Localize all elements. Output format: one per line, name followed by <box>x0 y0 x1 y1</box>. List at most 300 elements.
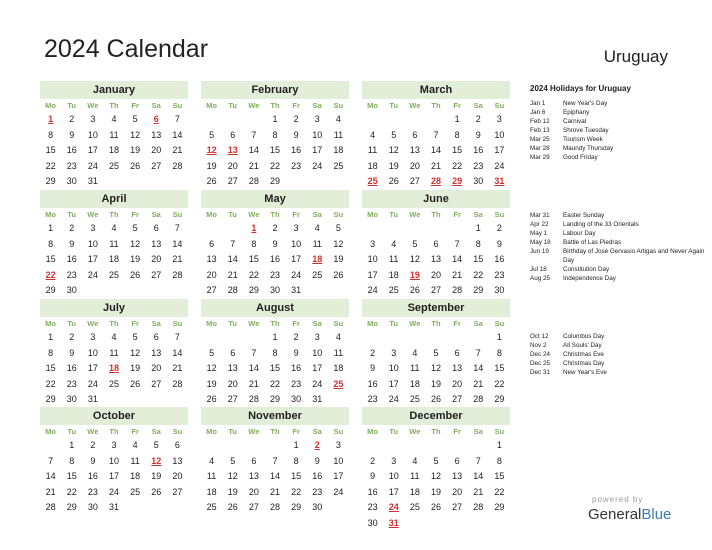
empty-day-cell <box>468 438 489 454</box>
holiday-day-cell: 18 <box>108 363 119 373</box>
day-cell: 6 <box>153 223 159 233</box>
day-cell: 1 <box>496 440 502 450</box>
day-cell: 29 <box>66 502 77 512</box>
day-cell: 23 <box>66 160 77 171</box>
empty-day-cell <box>243 438 264 454</box>
day-cell: 15 <box>45 254 56 264</box>
holiday-row <box>530 350 705 359</box>
day-cell: 14 <box>227 254 238 264</box>
day-cell: 13 <box>452 471 463 481</box>
weekday-label: We <box>87 210 99 219</box>
day-cell: 5 <box>335 223 341 233</box>
day-cell: 20 <box>452 378 463 389</box>
day-cell: 20 <box>206 269 217 280</box>
day-grid <box>40 438 188 516</box>
month-title: February <box>201 81 349 99</box>
weekday-label: Fr <box>453 101 461 110</box>
day-cell: 9 <box>293 129 299 140</box>
holiday-day-cell: 31 <box>494 176 505 186</box>
day-cell: 9 <box>370 363 376 373</box>
weekday-label: Sa <box>151 101 161 110</box>
day-cell: 4 <box>111 223 117 233</box>
weekday-label: Fr <box>292 210 300 219</box>
day-cell: 28 <box>172 160 183 171</box>
day-cell: 20 <box>409 160 420 171</box>
holiday-row <box>530 265 705 274</box>
weekday-label: Th <box>431 210 441 219</box>
day-cell: 17 <box>333 471 344 481</box>
empty-day-cell <box>468 330 489 346</box>
day-cell: 2 <box>272 223 278 233</box>
empty-day-cell <box>425 330 446 346</box>
brand-blue: Blue <box>641 506 672 523</box>
day-cell: 4 <box>370 129 376 140</box>
day-cell: 7 <box>48 455 54 466</box>
empty-day-cell <box>425 112 446 128</box>
day-cell: 12 <box>130 129 141 140</box>
weekday-label: Mo <box>206 101 217 110</box>
day-cell: 11 <box>130 455 140 466</box>
day-cell: 17 <box>388 486 399 497</box>
holiday-date: Mar 25 <box>530 136 550 143</box>
empty-day-cell <box>222 221 243 237</box>
day-cell: 22 <box>269 378 280 389</box>
month-august <box>201 299 349 408</box>
day-cell: 20 <box>452 486 463 497</box>
weekday-label: Fr <box>131 210 139 219</box>
day-cell: 5 <box>153 440 159 450</box>
weekday-label: Sa <box>312 101 322 110</box>
day-cell: 30 <box>87 502 98 512</box>
weekday-label: We <box>248 319 260 328</box>
day-cell: 30 <box>66 176 77 186</box>
day-cell: 20 <box>151 363 162 373</box>
day-cell: 21 <box>172 145 183 155</box>
day-cell: 6 <box>454 347 460 358</box>
weekday-header <box>201 209 349 221</box>
day-cell: 10 <box>388 471 399 481</box>
holiday-date: Oct 12 <box>530 333 549 340</box>
holiday-name: Shrove Tuesday <box>563 127 609 134</box>
day-cell: 24 <box>312 378 323 389</box>
weekday-label: Su <box>172 319 183 328</box>
day-cell: 18 <box>108 145 119 155</box>
day-cell: 17 <box>87 254 98 264</box>
day-cell: 29 <box>269 394 280 404</box>
day-cell: 9 <box>69 129 75 140</box>
day-cell: 19 <box>430 378 441 389</box>
day-cell: 28 <box>269 502 280 512</box>
weekday-label: We <box>248 101 260 110</box>
day-cell: 6 <box>454 455 460 466</box>
weekday-label: Fr <box>131 427 139 436</box>
day-cell: 22 <box>248 269 259 280</box>
day-cell: 18 <box>333 363 344 373</box>
weekday-label: Fr <box>453 210 461 219</box>
day-cell: 10 <box>333 455 344 466</box>
day-cell: 8 <box>251 238 257 249</box>
month-november <box>201 407 349 516</box>
weekday-label: Mo <box>367 210 378 219</box>
day-cell: 20 <box>227 378 238 389</box>
day-cell: 14 <box>248 363 259 373</box>
day-cell: 25 <box>409 394 420 404</box>
day-cell: 19 <box>388 160 399 171</box>
day-cell: 12 <box>206 363 217 373</box>
holiday-day-cell: 25 <box>367 176 378 186</box>
weekday-label: Mo <box>367 101 378 110</box>
day-cell: 20 <box>151 145 162 155</box>
day-cell: 26 <box>333 269 344 280</box>
day-cell: 20 <box>151 254 162 264</box>
day-cell: 19 <box>151 471 162 481</box>
day-cell: 4 <box>132 440 138 450</box>
day-cell: 16 <box>312 471 323 481</box>
day-cell: 8 <box>454 129 460 140</box>
weekday-label: Fr <box>453 319 461 328</box>
day-cell: 14 <box>473 363 484 373</box>
weekday-label: Tu <box>67 427 77 436</box>
empty-day-cell <box>425 221 446 237</box>
day-cell: 10 <box>494 129 505 140</box>
day-cell: 13 <box>151 238 162 249</box>
day-cell: 27 <box>452 394 463 404</box>
day-cell: 7 <box>174 223 180 233</box>
holiday-date: Apr 22 <box>530 221 549 228</box>
day-cell: 5 <box>209 347 215 358</box>
weekday-label: We <box>409 427 421 436</box>
day-cell: 8 <box>272 129 278 140</box>
weekday-label: Tu <box>228 210 238 219</box>
weekday-label: Mo <box>206 427 217 436</box>
day-cell: 12 <box>388 145 399 155</box>
holiday-date: Jul 18 <box>530 266 547 273</box>
weekday-label: Tu <box>389 101 399 110</box>
holiday-row <box>530 238 705 247</box>
holiday-day-cell: 12 <box>206 145 217 155</box>
day-cell: 19 <box>130 363 141 373</box>
day-cell: 17 <box>312 363 323 373</box>
weekday-label: Su <box>333 427 344 436</box>
holiday-name: Maundy Thursday <box>563 145 614 152</box>
weekday-label: We <box>87 427 99 436</box>
day-cell: 7 <box>251 347 257 358</box>
month-title: May <box>201 190 349 208</box>
day-cell: 2 <box>370 455 376 466</box>
weekday-label: Sa <box>473 427 483 436</box>
day-cell: 13 <box>151 347 162 358</box>
day-cell: 16 <box>367 378 378 389</box>
day-cell: 28 <box>227 285 238 295</box>
day-cell: 13 <box>151 129 162 140</box>
day-cell: 17 <box>291 254 302 264</box>
day-cell: 17 <box>87 145 98 155</box>
day-cell: 2 <box>69 114 75 124</box>
day-cell: 10 <box>87 347 98 358</box>
holiday-date: May 1 <box>530 230 548 237</box>
day-cell: 21 <box>248 378 259 389</box>
weekday-label: We <box>248 427 260 436</box>
weekday-label: Tu <box>228 319 238 328</box>
day-cell: 9 <box>496 238 502 249</box>
day-cell: 25 <box>108 160 119 171</box>
day-cell: 29 <box>291 502 302 512</box>
day-grid <box>201 221 349 299</box>
day-cell: 8 <box>69 455 75 466</box>
weekday-label: Su <box>333 319 344 328</box>
day-cell: 28 <box>45 502 56 512</box>
weekday-label: Th <box>270 319 280 328</box>
day-cell: 6 <box>433 238 439 249</box>
day-cell: 27 <box>151 269 162 280</box>
weekday-label: Fr <box>292 427 300 436</box>
day-cell: 1 <box>454 114 460 124</box>
day-cell: 26 <box>206 176 217 186</box>
day-cell: 14 <box>430 145 441 155</box>
day-cell: 2 <box>90 440 96 450</box>
day-cell: 2 <box>496 223 502 233</box>
weekday-label: Fr <box>131 319 139 328</box>
day-cell: 11 <box>333 129 344 140</box>
weekday-label: Su <box>172 427 183 436</box>
day-cell: 7 <box>272 455 278 466</box>
empty-day-cell <box>447 221 468 237</box>
empty-day-cell <box>362 112 383 128</box>
holiday-name: Independence Day <box>563 275 616 282</box>
weekday-label: Th <box>431 319 441 328</box>
day-cell: 18 <box>333 145 344 155</box>
holiday-name: Tourism Week <box>563 136 603 143</box>
day-cell: 29 <box>494 394 505 404</box>
weekday-label: Fr <box>131 101 139 110</box>
month-february <box>201 81 349 190</box>
holiday-day-cell: 29 <box>452 176 463 186</box>
day-cell: 26 <box>430 502 441 512</box>
day-cell: 16 <box>494 254 505 264</box>
holiday-row <box>530 274 705 283</box>
day-cell: 8 <box>293 455 299 466</box>
country-name: Uruguay <box>603 47 668 66</box>
day-cell: 26 <box>430 394 441 404</box>
day-cell: 3 <box>391 455 397 466</box>
day-cell: 24 <box>333 486 344 497</box>
weekday-label: Mo <box>367 319 378 328</box>
day-cell: 9 <box>475 129 481 140</box>
weekday-label: Th <box>109 101 119 110</box>
holiday-date: Dec 24 <box>530 351 550 358</box>
day-cell: 30 <box>66 394 77 404</box>
holiday-row <box>530 341 705 350</box>
weekday-label: We <box>248 210 260 219</box>
weekday-label: Th <box>109 210 119 219</box>
weekday-label: Tu <box>67 210 77 219</box>
day-cell: 14 <box>172 238 183 249</box>
holiday-name: Birthday of José Gervasio Artigas and Never Again Day <box>563 248 705 264</box>
weekday-label: Sa <box>151 319 161 328</box>
holiday-name: All Souls' Day <box>563 342 602 349</box>
day-cell: 8 <box>48 238 54 249</box>
day-cell: 23 <box>367 502 378 512</box>
holiday-row <box>530 359 705 368</box>
empty-day-cell <box>362 221 383 237</box>
weekday-label: Su <box>494 210 505 219</box>
weekday-label: Su <box>494 427 505 436</box>
holiday-name: Carnival <box>563 118 587 125</box>
empty-day-cell <box>201 221 222 237</box>
holiday-day-cell: 31 <box>388 517 399 528</box>
day-cell: 17 <box>388 378 399 389</box>
day-cell: 6 <box>251 455 257 466</box>
day-cell: 12 <box>130 347 141 358</box>
day-cell: 3 <box>90 223 96 233</box>
day-cell: 23 <box>291 160 302 171</box>
day-cell: 15 <box>248 254 259 264</box>
month-september <box>362 299 510 423</box>
weekday-label: Su <box>333 210 344 219</box>
day-cell: 14 <box>172 129 183 140</box>
weekday-label: Sa <box>473 101 483 110</box>
day-cell: 11 <box>312 238 322 249</box>
day-cell: 27 <box>227 176 238 186</box>
day-cell: 28 <box>473 502 484 512</box>
day-cell: 24 <box>291 269 302 280</box>
empty-day-cell <box>447 438 468 454</box>
day-cell: 1 <box>69 440 75 450</box>
day-grid <box>201 330 349 408</box>
day-cell: 15 <box>494 471 505 481</box>
day-cell: 3 <box>314 114 320 124</box>
day-cell: 9 <box>90 455 96 466</box>
day-cell: 16 <box>66 145 77 155</box>
empty-day-cell <box>383 438 404 454</box>
empty-day-cell <box>383 221 404 237</box>
holiday-date: Mar 28 <box>530 145 550 152</box>
day-cell: 25 <box>108 269 119 280</box>
day-cell: 15 <box>66 471 77 481</box>
weekday-label: Su <box>494 319 505 328</box>
weekday-label: Mo <box>367 427 378 436</box>
holiday-date: Nov 2 <box>530 342 547 349</box>
day-cell: 2 <box>370 347 376 358</box>
weekday-header <box>40 426 188 438</box>
holiday-name: Epiphany <box>563 109 590 116</box>
empty-day-cell <box>447 330 468 346</box>
empty-day-cell <box>201 438 222 454</box>
day-cell: 30 <box>367 517 378 528</box>
day-cell: 24 <box>312 160 323 171</box>
day-cell: 23 <box>367 394 378 404</box>
day-cell: 5 <box>230 455 236 466</box>
weekday-label: Su <box>172 210 183 219</box>
holiday-row <box>530 108 705 117</box>
day-cell: 15 <box>45 145 56 155</box>
month-title: April <box>40 190 188 208</box>
day-cell: 30 <box>269 285 280 295</box>
day-cell: 10 <box>87 238 98 249</box>
day-cell: 3 <box>314 332 320 342</box>
day-cell: 3 <box>335 440 341 450</box>
day-cell: 8 <box>475 238 481 249</box>
holiday-name: New Year's Day <box>563 100 608 107</box>
day-cell: 19 <box>206 160 217 171</box>
holiday-day-cell: 12 <box>151 455 162 466</box>
generalblue-logo[interactable] <box>588 506 671 524</box>
weekday-header <box>362 209 510 221</box>
day-cell: 26 <box>388 176 399 186</box>
day-cell: 19 <box>333 254 344 264</box>
day-cell: 25 <box>108 378 119 389</box>
day-cell: 2 <box>69 223 75 233</box>
empty-day-cell <box>362 330 383 346</box>
empty-day-cell <box>222 438 243 454</box>
holiday-date: Mar 29 <box>530 154 550 161</box>
holiday-row <box>530 229 705 238</box>
day-cell: 4 <box>209 455 215 466</box>
day-cell: 31 <box>87 176 98 186</box>
day-cell: 18 <box>130 471 141 481</box>
day-cell: 3 <box>496 114 502 124</box>
day-cell: 14 <box>452 254 463 264</box>
empty-day-cell <box>404 330 425 346</box>
day-cell: 19 <box>430 486 441 497</box>
day-cell: 31 <box>108 502 119 512</box>
day-cell: 4 <box>111 332 117 342</box>
day-cell: 11 <box>109 347 119 358</box>
holiday-row <box>530 126 705 135</box>
day-cell: 22 <box>269 160 280 171</box>
holiday-day-cell: 1 <box>251 223 257 233</box>
day-cell: 8 <box>48 347 54 358</box>
day-cell: 22 <box>291 486 302 497</box>
day-grid <box>40 221 188 299</box>
day-cell: 9 <box>370 471 376 481</box>
day-cell: 7 <box>174 114 180 124</box>
weekday-label: Sa <box>473 210 483 219</box>
month-title: June <box>362 190 510 208</box>
month-april <box>40 190 188 299</box>
day-cell: 16 <box>66 254 77 264</box>
day-cell: 25 <box>206 502 217 512</box>
holidays-title: 2024 Holidays for Uruguay <box>530 84 631 93</box>
month-title: December <box>362 407 510 425</box>
weekday-label: Fr <box>292 101 300 110</box>
weekday-label: Mo <box>45 319 56 328</box>
holiday-row <box>530 220 705 229</box>
day-cell: 24 <box>388 394 399 404</box>
day-cell: 22 <box>45 160 56 171</box>
day-grid <box>40 330 188 408</box>
day-cell: 23 <box>473 160 484 171</box>
day-cell: 14 <box>269 471 280 481</box>
day-cell: 2 <box>69 332 75 342</box>
day-cell: 7 <box>475 347 481 358</box>
month-october <box>40 407 188 516</box>
day-grid <box>362 438 510 531</box>
day-grid <box>201 112 349 190</box>
day-cell: 19 <box>206 378 217 389</box>
day-cell: 8 <box>496 347 502 358</box>
day-cell: 26 <box>151 486 162 497</box>
day-cell: 22 <box>494 378 505 389</box>
day-cell: 25 <box>130 486 141 497</box>
empty-day-cell <box>404 221 425 237</box>
weekday-label: Fr <box>292 319 300 328</box>
day-cell: 18 <box>409 378 420 389</box>
day-cell: 5 <box>209 129 215 140</box>
day-cell: 1 <box>272 114 278 124</box>
day-cell: 4 <box>412 347 418 358</box>
day-cell: 11 <box>389 254 399 264</box>
